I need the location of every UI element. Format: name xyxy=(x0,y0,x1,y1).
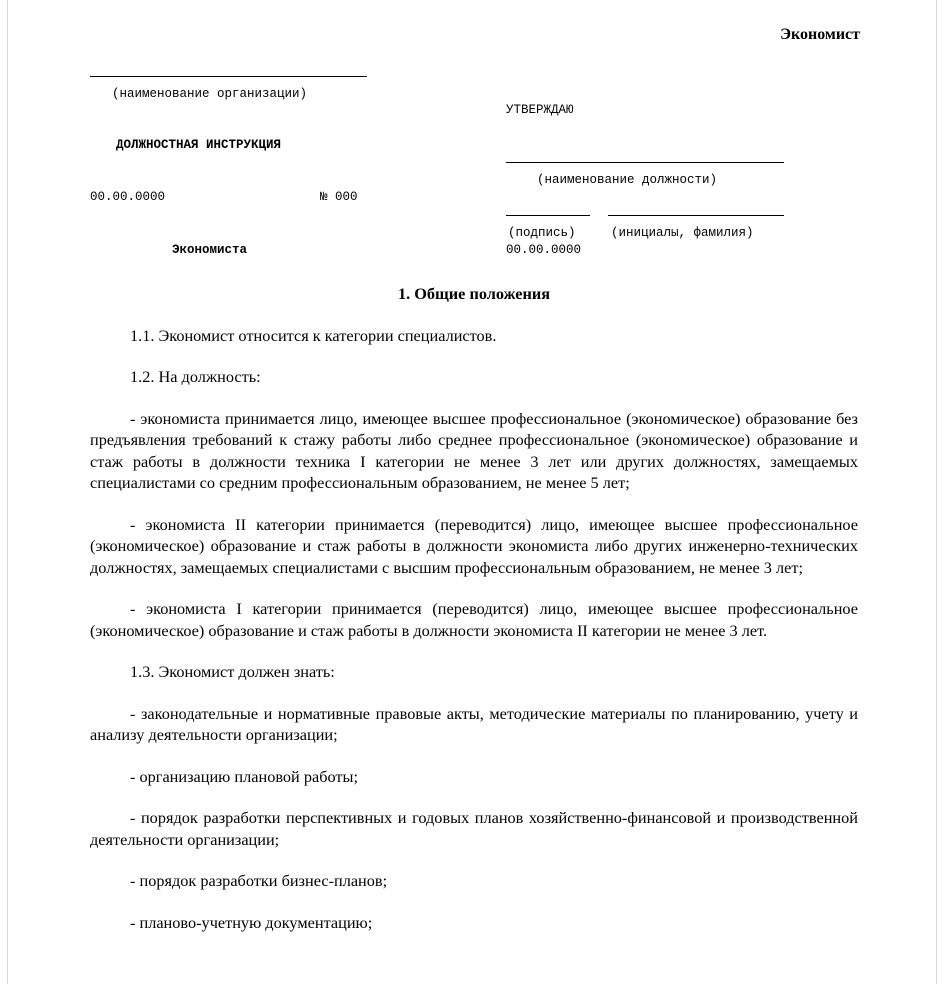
paragraph: - экономиста II категории принимается (переводится) лицо, имеющее высшее профессиональное (экономическое) образование и стаж работы в должности экономиста либо других инженерно-технических должностях, замещаемых специалистами с высшим профессиональным образованием, не менее 3 лет; xyxy=(90,514,858,577)
document-number: № 000 xyxy=(320,190,358,204)
position-title-label: (наименование должности) xyxy=(537,173,718,187)
document-date: 00.00.0000 xyxy=(90,190,166,204)
approve-label: УТВЕРЖДАЮ xyxy=(506,103,574,117)
paragraph: - законодательные и нормативные правовые акты, методические материалы по планированию, учету и анализу деятельности организации; xyxy=(90,703,858,744)
signature-line xyxy=(506,215,590,216)
paragraph: - организацию плановой работы; xyxy=(130,766,358,786)
document-header-title: Экономист xyxy=(780,26,860,43)
paragraph: - порядок разработки бизнес-планов; xyxy=(130,871,388,890)
paragraph: 1.1. Экономист относится к категории специалистов. xyxy=(130,325,497,345)
page-edge-right xyxy=(936,0,937,984)
initials-line xyxy=(608,215,784,216)
paragraph: 1.3. Экономист должен знать: xyxy=(130,662,335,681)
paragraph: - экономиста I категории принимается (переводится) лицо, имеющее высшее профессиональное (экономическое) образование и стаж работы в должности экономиста II категории не менее 3 лет. xyxy=(90,599,858,640)
org-name-line xyxy=(90,76,367,77)
page-edge-left xyxy=(7,0,8,984)
paragraph: - порядок разработки перспективных и годовых планов хозяйственно-финансовой и производственной деятельности организации; xyxy=(90,808,858,849)
paragraph: - планово-учетную документацию; xyxy=(130,912,373,932)
document-type: ДОЛЖНОСТНАЯ ИНСТРУКЦИЯ xyxy=(116,138,282,152)
initials-label: (инициалы, фамилия) xyxy=(611,226,754,240)
section-title: 1. Общие положения xyxy=(397,284,551,303)
position-name: Экономиста xyxy=(172,243,248,257)
org-name-label: (наименование организации) xyxy=(112,87,308,101)
general-provisions-section xyxy=(90,283,858,953)
position-title-line xyxy=(506,162,784,163)
paragraph: 1.2. На должность: xyxy=(130,367,261,386)
paragraph: - экономиста принимается лицо, имеющее высшее профессиональное (экономическое) образование без предъявления требований к стажу работы либо среднее профессиональное (экономическое) образование и стаж работы в должности техника I категории не менее 3 лет или других должностях, замещаемых специалистами со средним профессиональным образованием, не менее 5 лет; xyxy=(90,408,858,492)
signature-label: (подпись) xyxy=(508,226,576,240)
approve-date: 00.00.0000 xyxy=(506,243,582,257)
